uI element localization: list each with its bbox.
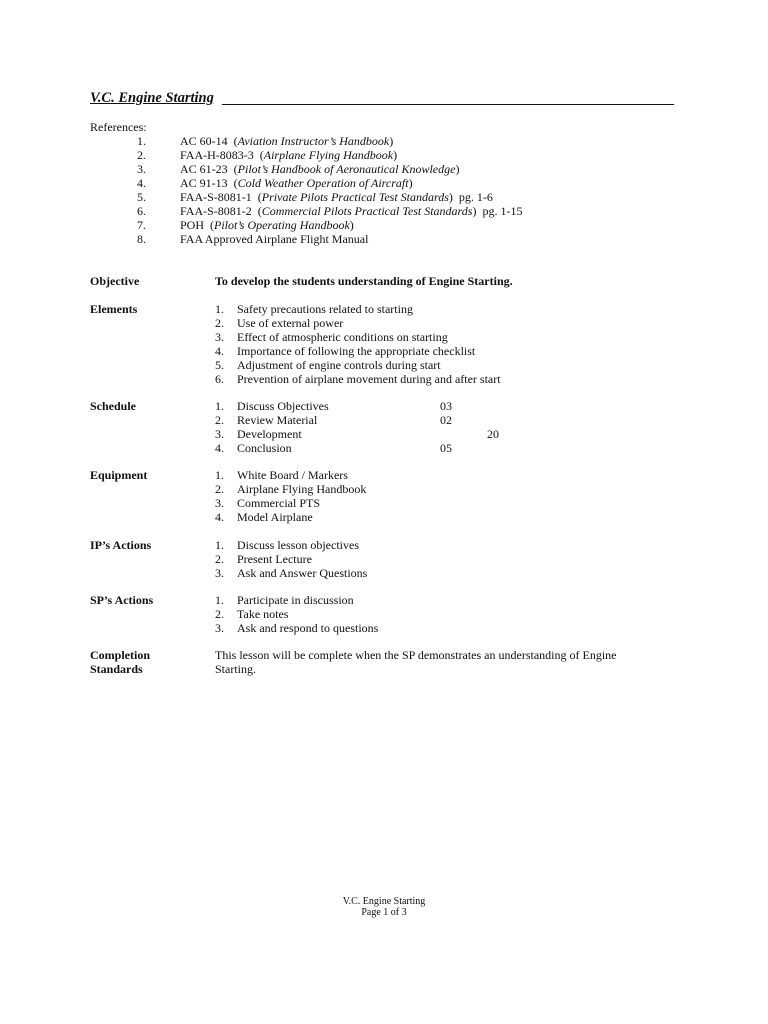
- schedule-item-text: Conclusion: [237, 441, 292, 455]
- list-item-number: 2.: [215, 552, 224, 566]
- sp-actions-label: SP’s Actions: [90, 593, 154, 607]
- list-item-number: 1.: [215, 593, 224, 607]
- references-section: [90, 120, 522, 246]
- sp-actions-list: [215, 593, 735, 635]
- list-item-text: Ask and respond to questions: [237, 621, 379, 635]
- list-item-text: Take notes: [237, 607, 289, 621]
- schedule-item-minutes: 05: [440, 441, 452, 455]
- list-item-text: Importance of following the appropriate checklist: [237, 344, 476, 358]
- list-item: [215, 468, 735, 482]
- list-item: [215, 344, 735, 358]
- completion-standards-text: This lesson will be complete when the SP demonstrates an understanding of Engine Starting.: [215, 648, 617, 676]
- ip-actions-label: IP’s Actions: [90, 538, 152, 552]
- equipment-list: [215, 468, 735, 524]
- list-item-text: Safety precautions related to starting: [237, 302, 413, 316]
- equipment-label: Equipment: [90, 468, 148, 482]
- schedule-row: [215, 441, 735, 455]
- reference-pre-segment: AC 61-23 (: [180, 162, 238, 176]
- reference-item: [90, 190, 522, 204]
- list-item-text: Discuss lesson objectives: [237, 538, 359, 552]
- reference-pre-segment: AC 91-13 (: [180, 176, 238, 190]
- list-item-number: 3.: [215, 496, 224, 510]
- reference-number: 5.: [137, 190, 146, 204]
- list-item-text: Model Airplane: [237, 510, 313, 524]
- schedule-label: Schedule: [90, 399, 137, 413]
- reference-post-segment: ): [393, 148, 398, 162]
- list-item: [215, 316, 735, 330]
- list-item-text: Prevention of airplane movement during and after start: [237, 372, 501, 386]
- reference-ital-segment: Pilot’s Handbook of Aeronautical Knowledge: [237, 162, 456, 176]
- elements-label: Elements: [90, 302, 138, 316]
- reference-pre-segment: FAA-H-8083-3 (: [180, 148, 264, 162]
- list-item-text: Participate in discussion: [237, 593, 354, 607]
- schedule-item-text: Development: [237, 427, 302, 441]
- list-item: [215, 621, 735, 635]
- schedule-item-minutes: 20: [487, 427, 499, 441]
- list-item-number: 1.: [215, 538, 224, 552]
- reference-text: [180, 148, 397, 162]
- ip-actions-list: [215, 538, 735, 580]
- schedule-item-number: 3.: [215, 427, 224, 441]
- reference-number: 4.: [137, 176, 146, 190]
- list-item-number: 5.: [215, 358, 224, 372]
- list-item-number: 2.: [215, 482, 224, 496]
- list-item: [215, 538, 735, 552]
- list-item-text: Effect of atmospheric conditions on starting: [237, 330, 448, 344]
- list-item: [215, 358, 735, 372]
- list-item-number: 4.: [215, 510, 224, 524]
- references-list: [90, 134, 522, 246]
- page-footer: [0, 896, 768, 918]
- reference-item: [90, 232, 522, 246]
- list-item: [215, 510, 735, 524]
- reference-pre-segment: FAA-S-8081-1 (: [180, 190, 262, 204]
- reference-item: [90, 204, 522, 218]
- list-item-text: Present Lecture: [237, 552, 312, 566]
- list-item-text: Commercial PTS: [237, 496, 320, 510]
- reference-pre-segment: POH (: [180, 218, 215, 232]
- list-item-text: Use of external power: [237, 316, 344, 330]
- list-item-number: 1.: [215, 302, 224, 316]
- list-item: [215, 593, 735, 607]
- schedule-list: [215, 399, 735, 455]
- schedule-row: [215, 413, 735, 427]
- reference-ital-segment: Cold Weather Operation of Aircraft: [237, 176, 409, 190]
- schedule-item-minutes: 03: [440, 399, 452, 413]
- reference-text: [180, 204, 522, 218]
- reference-number: 1.: [137, 134, 146, 148]
- reference-ital-segment: Pilot’s Operating Handbook: [214, 218, 350, 232]
- reference-pre-segment: FAA Approved Airplane Flight Manual: [180, 232, 369, 246]
- reference-post-segment: ) pg. 1-15: [472, 204, 523, 218]
- list-item: [215, 330, 735, 344]
- objective-label: Objective: [90, 274, 140, 288]
- reference-text: [180, 134, 393, 148]
- list-item-text: Adjustment of engine controls during start: [237, 358, 441, 372]
- list-item-number: 6.: [215, 372, 224, 386]
- reference-item: [90, 162, 522, 176]
- reference-number: 8.: [137, 232, 146, 246]
- reference-item: [90, 218, 522, 232]
- schedule-row: [215, 399, 735, 413]
- reference-post-segment: ): [408, 176, 413, 190]
- elements-list: [215, 302, 735, 386]
- list-item: [215, 482, 735, 496]
- list-item-number: 2.: [215, 607, 224, 621]
- list-item-text: White Board / Markers: [237, 468, 348, 482]
- reference-item: [90, 176, 522, 190]
- reference-text: [180, 162, 459, 176]
- list-item-text: Ask and Answer Questions: [237, 566, 368, 580]
- document-title: V.C. Engine Starting: [90, 90, 214, 106]
- reference-ital-segment: Commercial Pilots Practical Test Standards: [261, 204, 473, 218]
- reference-pre-segment: FAA-S-8081-2 (: [180, 204, 262, 218]
- footer-page-number: Page 1 of 3: [361, 907, 407, 918]
- list-item-number: 4.: [215, 344, 224, 358]
- reference-text: [180, 218, 354, 232]
- list-item-number: 3.: [215, 566, 224, 580]
- objective-text: To develop the students understanding of Engine Starting.: [215, 274, 513, 288]
- schedule-item-number: 1.: [215, 399, 224, 413]
- list-item: [215, 372, 735, 386]
- list-item: [215, 566, 735, 580]
- schedule-item-number: 2.: [215, 413, 224, 427]
- completion-standards-label: Completion Standards: [90, 648, 150, 676]
- schedule-item-minutes: 02: [440, 413, 452, 427]
- references-label: References:: [90, 120, 147, 134]
- reference-ital-segment: Aviation Instructor’s Handbook: [237, 134, 390, 148]
- reference-text: [180, 176, 413, 190]
- reference-ital-segment: Airplane Flying Handbook: [263, 148, 394, 162]
- list-item-number: 3.: [215, 621, 224, 635]
- reference-item: [90, 148, 522, 162]
- reference-number: 7.: [137, 218, 146, 232]
- reference-pre-segment: AC 60-14 (: [180, 134, 238, 148]
- reference-text: [180, 190, 493, 204]
- reference-ital-segment: Private Pilots Practical Test Standards: [261, 190, 449, 204]
- footer-title: V.C. Engine Starting: [342, 896, 426, 907]
- schedule-item-number: 4.: [215, 441, 224, 455]
- reference-post-segment: ) pg. 1-6: [448, 190, 493, 204]
- list-item: [215, 496, 735, 510]
- list-item: [215, 552, 735, 566]
- list-item-number: 2.: [215, 316, 224, 330]
- list-item-number: 3.: [215, 330, 224, 344]
- reference-post-segment: ): [389, 134, 394, 148]
- list-item: [215, 302, 735, 316]
- reference-post-segment: ): [455, 162, 460, 176]
- schedule-item-text: Discuss Objectives: [237, 399, 329, 413]
- reference-item: [90, 134, 522, 148]
- reference-text: [180, 232, 368, 246]
- schedule-row: [215, 427, 735, 441]
- list-item: [215, 607, 735, 621]
- reference-number: 2.: [137, 148, 146, 162]
- list-item-text: Airplane Flying Handbook: [237, 482, 367, 496]
- reference-post-segment: ): [349, 218, 354, 232]
- schedule-item-text: Review Material: [237, 413, 318, 427]
- reference-number: 3.: [137, 162, 146, 176]
- title-underline-rule: [222, 104, 674, 105]
- list-item-number: 1.: [215, 468, 224, 482]
- reference-number: 6.: [137, 204, 146, 218]
